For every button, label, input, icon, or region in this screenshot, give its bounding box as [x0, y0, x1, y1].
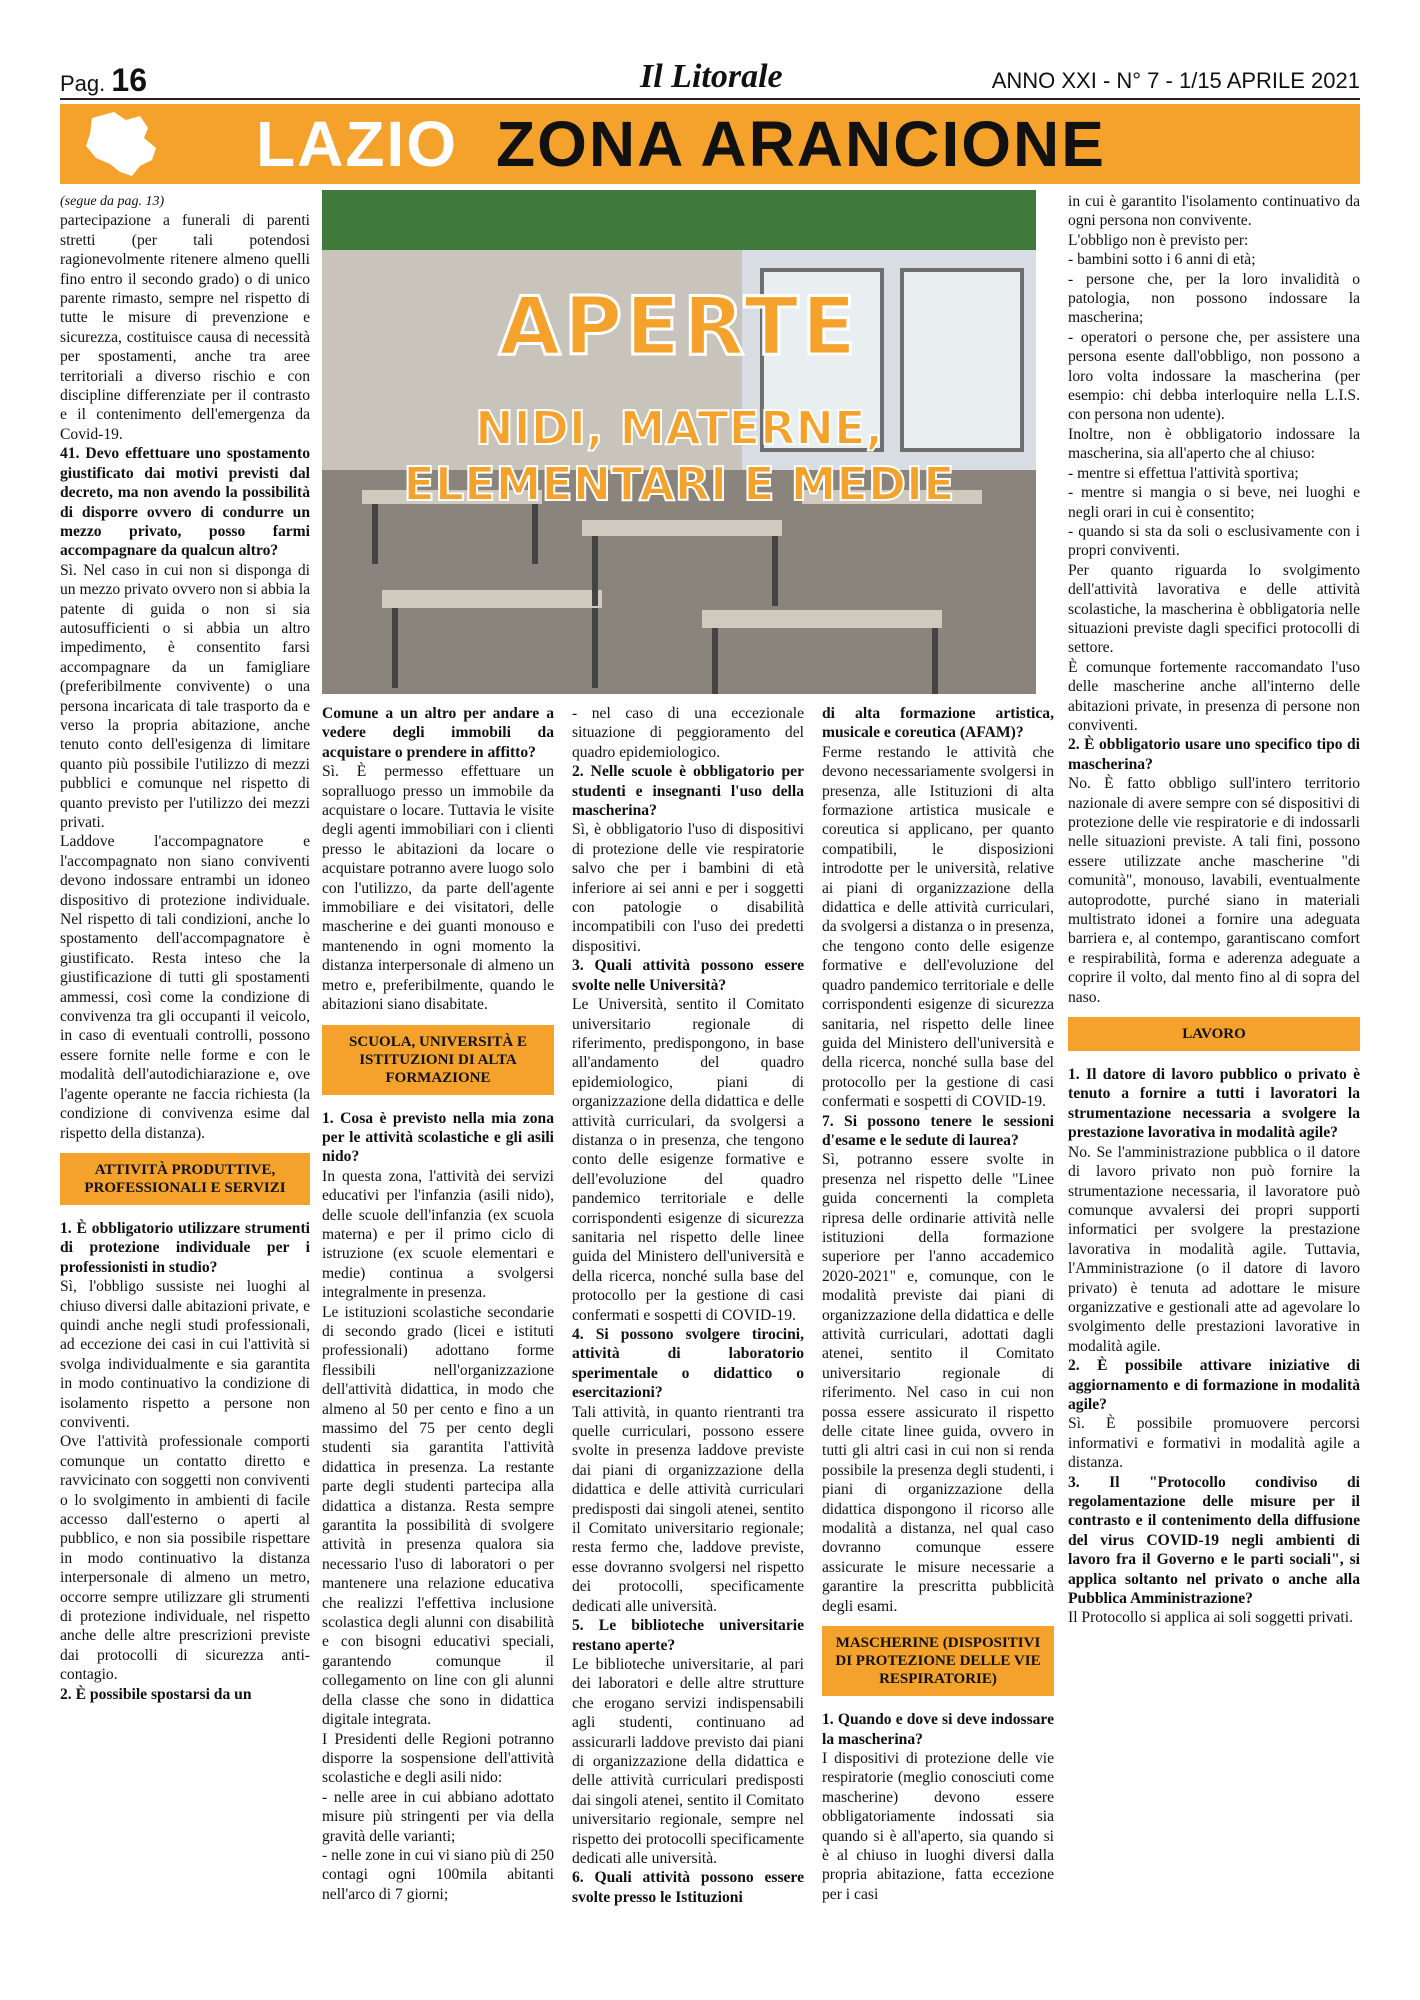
- paragraph: Le biblioteche universitarie, al pari dei laboratori e delle altre strutture che erogano servizi indispensabili agli studenti, continuano ad assicurarli laddove previsto dai piani di organizzazione della didattica e delle attività curriculari predisposti dai singoli atenei, sentito il Comitato universitario regionale, sempre nel rispetto dei protocolli specificamente dedicati alle università.: [572, 1655, 804, 1867]
- question: 3. Il "Protocollo condiviso di regolamentazione delle misure per il contrasto e il contenimento della diffusione del virus COVID-19 negli ambienti di lavoro fra il Governo e le parti sociali", si applica soltanto nel privato o anche alla Pubblica Amministrazione?: [1068, 1473, 1360, 1608]
- paragraph: Sì. Nel caso in cui non si disponga di un mezzo privato ovvero non si abbia la patente di guida o non si sia autosufficienti o si abbia un altro impedimento, è consentito farsi accompagnare da un famigliare (preferibilmente convivente) o una persona incaricata di tale trasporto da e verso la propria abitazione, anche tenuto conto dell'esigenza di limitare quanto più possibile l'utilizzo di mezzi pubblici e comunque nel rispetto di quanto previsto per l'utilizzo dei mezzi privati.: [60, 561, 310, 831]
- paragraph: - nelle aree in cui abbiano adottato misure più stringenti per via della gravità delle varianti;: [322, 1788, 554, 1845]
- paragraph: L'obbligo non è previsto per:: [1068, 231, 1249, 249]
- column-5: [1068, 192, 1360, 1972]
- paragraph: Tali attività, in quanto rientranti tra quelle curriculari, possono essere svolte in presenza laddove previste dai piani di organizzazione della didattica e delle attività curriculari predisposti dai singoli atenei, sentito il Comitato universitario regionale; resta fermo che, laddove previste, esse dovranno svolgersi nel rispetto dei protocolli, specificamente dedicati alle università.: [572, 1403, 804, 1615]
- paragraph: No. È fatto obbligo sull'intero territorio nazionale di avere sempre con sé dispositivi di protezione delle vie respiratorie e di indossarli nelle situazioni previste. A tali fini, possono essere utilizzate anche mascherine "di comunità", monouso, lavabili, eventualmente autoprodotte, purché siano in materiali multistrato idonei a fornire una adeguata barriera e, al contempo, garantiscano comfort e respirabilità, forma e aderenza adeguate a coprire il volto, dal mento fino al di sopra del naso.: [1068, 775, 1360, 1006]
- paragraph: Sì. È possibile promuovere percorsi informativi e formativi in modalità agile a distanza.: [1068, 1415, 1360, 1472]
- question: 5. Le biblioteche universitarie restano aperte?: [572, 1617, 804, 1654]
- column-2: [322, 704, 554, 1972]
- classroom-photo: [322, 190, 1036, 694]
- photo-subhead-line: NIDI, MATERNE,: [475, 401, 883, 455]
- column-4: [822, 704, 1054, 1972]
- paragraph: - bambini sotto i 6 anni di età;: [1068, 251, 1256, 269]
- question: 2. Nelle scuole è obbligatorio per studenti e insegnanti l'uso della mascherina?: [572, 763, 804, 820]
- paragraph: I dispositivi di protezione delle vie respiratorie (meglio conosciuti come mascherine) devono essere obbligatoriamente indossati sia quando si è all'aperto, sia quando si è al chiuso in luoghi diversi dalla propria abitazione, fatta eccezione per i casi: [822, 1749, 1054, 1903]
- paragraph: Sì. È permesso effettuare un sopralluogo presso un immobile da acquistare o locare. Tuttavia le visite degli agenti immobiliari con i clienti presso le abitazioni da locare o acquistare potranno avere luogo solo con l'utilizzo, da parte dell'agente immobiliare e dei visitatori, delle mascherine e dei guanti monouso e mantenendo in ogni momento la distanza interpersonale di almeno un metro e, preferibilmente, quando le abitazioni siano disabitate.: [322, 763, 554, 1014]
- question: 6. Quali attività possono essere svolte presso le Istituzioni: [572, 1869, 804, 1906]
- paragraph: Il Protocollo si applica ai soli soggetti privati.: [1068, 1609, 1353, 1627]
- paragraph: I Presidenti delle Regioni potranno disporre la sospensione dell'attività scolastiche e degli asili nido:: [322, 1730, 554, 1787]
- paragraph: - operatori o persone che, per assistere una persona esente dall'obbligo, non possono a loro volta indossare la mascherina (per esempio: chi debba interloquire nella L.I.S. con persona non udente).: [1068, 328, 1360, 424]
- paragraph: partecipazione a funerali di parenti stretti (per tali potendosi ragionevolmente ritenere almeno quelli fino entro il secondo grado) o di unico parente rimasto, sempre nel rispetto di tutte le misure di prevenzione e sicurezza, costituisce causa di necessità per spostamenti, anche tra aree territoriali a diverso rischio e con discipline differenziate per il contrasto e il contenimento dell'emergenza da Covid-19.: [60, 212, 310, 443]
- question: Comune a un altro per andare a vedere degli immobili da acquistare o prendere in affitto?: [322, 705, 554, 761]
- photo-subhead-line: ELEMENTARI E MEDIE: [403, 457, 955, 511]
- paragraph: Ferme restando le attività che devono necessariamente svolgersi in presenza, alle Istituzioni di alta formazione artistica musicale e coreutica si applicano, per quanto compatibili, le disposizioni introdotte per le università, relative ai piani di organizzazione della didattica e delle attività curriculari, da svolgersi a distanza o in presenza, che tengono conto delle esigenze formative e dell'evoluzione del quadro pandemico territoriale e delle corrispondenti esigenze di sicurezza sanitaria, nel rispetto delle linee guida del Ministero dell'università e della ricerca, nonché sulla base del protocollo per la gestione di casi confermati e sospetti di COVID-19.: [822, 743, 1054, 1111]
- question: 2. È obbligatorio usare uno specifico tipo di mascherina?: [1068, 736, 1360, 773]
- page-header: [60, 58, 1360, 98]
- column-3: [572, 704, 804, 1972]
- paragraph: Per quanto riguarda lo svolgimento dell'attività lavorativa e delle attività scolastiche, la mascherina è obbligatoria nelle situazioni previste dagli specifici protocolli di settore.: [1068, 561, 1360, 657]
- page-number: 16: [111, 62, 147, 98]
- paragraph: Inoltre, non è obbligatorio indossare la mascherina, sia all'aperto che al chiuso:: [1068, 425, 1360, 463]
- column-1: [60, 192, 310, 1972]
- photo-subhead: [322, 400, 1036, 512]
- paragraph: È comunque fortemente raccomandato l'uso delle mascherine anche all'interno delle abitazioni private, in presenza di persone non conviventi.: [1068, 658, 1360, 734]
- paragraph: Laddove l'accompagnatore e l'accompagnato non siano conviventi devono indossare entrambi un idoneo dispositivo di protezione individuale. Nel rispetto di tali condizioni, anche lo spostamento dell'accompagnatore è giustificato. Resta inteso che la giustificazione di tutti gli spostamenti ammessi, così come la condizione di convivenza tra gli occupanti il veicolo, in caso di eventuali controlli, possono essere fornite nelle forme e con le modalità dell'autodichiarazione e, ove l'agente operante ne faccia richiesta (la condizione di convivenza esime dal rispetto della distanza).: [60, 833, 310, 1142]
- paragraph: No. Se l'amministrazione pubblica o il datore di lavoro privato non può fornire la strumentazione necessaria, il lavoratore può comunque avvalersi dei propri supporti informatici per svolgere la prestazione lavorativa in modalità agile. Tuttavia, l'Amministrazione (o il datore di lavoro privato) è tenuta ad adottare le misure organizzative e gestionali atte ad agevolare lo svolgimento delle prestazioni lavorative in modalità agile.: [1068, 1143, 1360, 1355]
- section-banner: [60, 104, 1360, 184]
- photo-headline: APERTE: [498, 280, 860, 373]
- paragraph: Sì, è obbligatorio l'uso di dispositivi di protezione delle vie respiratorie salvo che per i bambini di età inferiore ai sei anni e per i soggetti con patologie o disabilità incompatibili con l'uso dei predetti dispositivi.: [572, 821, 804, 955]
- paragraph: Le Università, sentito il Comitato universitario regionale di riferimento, predispongono, in base all'andamento del quadro epidemiologico, piani di organizzazione della didattica e delle attività curriculari, da svolgersi a distanza o in presenza, che tengono conto delle esigenze formative e dell'evoluzione del quadro pandemico territoriale e delle corrispondenti esigenze di sicurezza sanitaria nel rispetto delle linee guida del Ministero dell'università e della ricerca, nonché sulla base del protocollo per la gestione di casi confermati e sospetti di COVID-19.: [572, 996, 804, 1324]
- issue-info: ANNO XXI - N° 7 - 1/15 APRILE 2021: [991, 68, 1360, 93]
- page-number-label: Pag. 16: [60, 62, 147, 98]
- lazio-map-icon: [74, 108, 164, 180]
- newspaper-name: Il Litorale: [640, 58, 783, 95]
- question: 2. È possibile attivare iniziative di aggiornamento e di formazione in modalità agile?: [1068, 1357, 1360, 1413]
- header-rule: [60, 98, 1360, 100]
- paragraph: - mentre si effettua l'attività sportiva;: [1068, 464, 1299, 482]
- paragraph: (segue da pag. 13): [60, 194, 165, 209]
- question: di alta formazione artistica, musicale e coreutica (AFAM)?: [822, 705, 1054, 742]
- paragraph: in cui è garantito l'isolamento continuativo da ogni persona non convivente.: [1068, 193, 1360, 230]
- question: 4. Si possono svolgere tirocini, attività di laboratorio sperimentale o didattico o esercitazioni?: [572, 1326, 804, 1402]
- question: 3. Quali attività possono essere svolte nelle Università?: [572, 957, 804, 994]
- paragraph: Le istituzioni scolastiche secondarie di secondo grado (licei e istituti professionali) adottano forme flessibili nell'organizzazione dell'attività didattica, in modo che almeno al 50 per cento e fino a un massimo del 75 per cento degli studenti sia garantita l'attività didattica in presenza. La restante parte degli studenti partecipa alla didattica a distanza. Resta sempre garantita la possibilità di svolgere attività in presenza qualora sia necessario l'uso di laboratori o per mantenere una relazione educativa che realizzi l'effettiva inclusione scolastica degli alunni con disabilità e con bisogni educativi speciali, garantendo comunque il collegamento on line con gli alunni della classe che sono in didattica digitale integrata.: [322, 1303, 554, 1729]
- banner-region: LAZIO: [256, 108, 458, 180]
- section-heading: MASCHERINE (DISPOSITIVI DI PROTEZIONE DELLE VIE RESPIRATORIE): [822, 1626, 1054, 1696]
- question: 2. È possibile spostarsi da un: [60, 1685, 252, 1703]
- paragraph: - nel caso di una eccezionale situazione di peggioramento del quadro epidemiologico.: [572, 705, 804, 761]
- question: 41. Devo effettuare uno spostamento giustificato dai motivi previsti dal decreto, ma non avendo la possibilità di disporre ovvero di condurre un mezzo privato, posso farmi accompagnare da qualcun altro?: [60, 445, 310, 560]
- paragraph: - quando si sta da soli o esclusivamente con i propri conviventi.: [1068, 522, 1360, 560]
- paragraph: Sì, potranno essere svolte in presenza nel rispetto delle "Linee guida concernenti la completa ripresa delle ordinarie attività nelle istituzioni della formazione superiore per l'anno accademico 2020-2021" e, comunque, con le modalità previste dai piani di organizzazione della didattica e delle attività curriculari, adottati dagli atenei, sentito il Comitato universitario regionale di riferimento. Nel caso in cui non possa essere assicurato il rispetto delle citate linee guida, ovvero in tutti gli altri casi in cui non si renda possibile la presenza degli studenti, i piani di organizzazione della didattica dispongono il ricorso alle modalità a distanza, nel qual caso dovranno comunque essere assicurate le misure necessarie a garantire la prescritta pubblicità degli esami.: [822, 1151, 1054, 1615]
- paragraph: - persone che, per la loro invalidità o patologia, non possono indossare la mascherina;: [1068, 270, 1360, 327]
- section-heading: LAVORO: [1068, 1017, 1360, 1051]
- paragraph: Sì, l'obbligo sussiste nei luoghi al chiuso diversi dalle abitazioni private, e quindi anche negli studi professionali, ad eccezione dei casi in cui l'attività si svolga individualmente e sia garantita in modo continuativo la condizione di isolamento rispetto a persone non conviventi.: [60, 1278, 310, 1431]
- section-heading: SCUOLA, UNIVERSITÀ E ISTITUZIONI DI ALTA FORMAZIONE: [322, 1025, 554, 1095]
- question: 1. È obbligatorio utilizzare strumenti di protezione individuale per i professionisti in studio?: [60, 1219, 310, 1276]
- banner-zone: ZONA ARANCIONE: [496, 108, 1106, 180]
- paragraph: In questa zona, l'attività dei servizi educativi per l'infanzia (asili nido), delle scuole dell'infanzia (ex scuola materna) e per il primo ciclo di istruzione (ex scuole elementari e medie) continua a svolgersi integralmente in presenza.: [322, 1167, 554, 1302]
- section-heading: ATTIVITÀ PRODUTTIVE, PROFESSIONALI E SERVIZI: [60, 1153, 310, 1205]
- paragraph: - nelle zone in cui vi siano più di 250 contagi ogni 100mila abitanti nell'arco di 7 giorni;: [322, 1846, 554, 1903]
- question: 7. Si possono tenere le sessioni d'esame e le sedute di laurea?: [822, 1112, 1054, 1149]
- paragraph: - mentre si mangia o si beve, nei luoghi e negli orari in cui è consentito;: [1068, 484, 1360, 521]
- question: 1. Cosa è previsto nella mia zona per le attività scolastiche e gli asili nido?: [322, 1109, 554, 1166]
- question: 1. Quando e dove si deve indossare la mascherina?: [822, 1711, 1054, 1748]
- paragraph: Ove l'attività professionale comporti comunque un contatto diretto e ravvicinato con soggetti non conviventi o lo svolgimento in ambienti di facile accesso dall'esterno o aperti al pubblico, e non sia possibile rispettare in modo continuativo la distanza interpersonale di almeno un metro, occorre sempre utilizzare gli strumenti di protezione individuale, nel rispetto anche delle altre prescrizioni previste dai protocolli di sicurezza anti-contagio.: [60, 1433, 310, 1684]
- question: 1. Il datore di lavoro pubblico o privato è tenuto a fornire a tutti i lavoratori la strumentazione necessaria a svolgere la prestazione lavorativa in modalità agile?: [1068, 1066, 1360, 1142]
